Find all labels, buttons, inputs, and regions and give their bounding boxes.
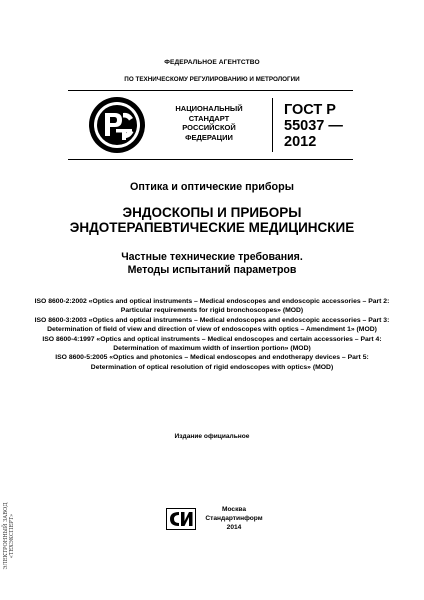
gost-number [284, 102, 364, 150]
iso-reference: ISO 8600-5:2005 «Optics and photonics – Medical endoscopes and endotherapy devices – Part 5: Determination of optical resolution of rigid endoscopes with optics» (MOD) [55, 354, 369, 371]
iso-reference: ISO 8600-2:2002 «Optics and optical instruments – Medical endoscopes and endoscopic accessories – Part 2: Particular requirements for rigid bronchoscopes» (MOD) [34, 298, 390, 315]
national-line: ФЕДЕРАЦИИ [185, 132, 233, 142]
national-line: СТАНДАРТ [188, 113, 230, 123]
document-topic: Оптика и оптические приборы [130, 181, 294, 193]
agency-subtitle: ПО ТЕХНИЧЕСКОМУ РЕГУЛИРОВАНИЮ И МЕТРОЛОГИИ [124, 76, 300, 83]
document-subtitle [0, 251, 424, 277]
header-bottom-rule [68, 159, 353, 160]
publisher-info [199, 506, 269, 532]
publisher-line: Москва [221, 506, 247, 513]
subtitle-line: Методы испытаний параметров [127, 264, 297, 276]
publisher-line: 2014 [226, 523, 242, 531]
edition-label: Издание официальное [174, 433, 250, 440]
gost-line: 2012 [284, 134, 317, 150]
subtitle-line: Частные технические требования. [121, 251, 303, 263]
rst-certification-logo-icon [88, 96, 146, 154]
agency-name: ФЕДЕРАЛЬНОЕ АГЕНТСТВО [164, 59, 260, 66]
national-line: НАЦИОНАЛЬНЫЙ [175, 104, 243, 113]
gost-line: ГОСТ Р [284, 102, 336, 118]
title-line: ЭНДОСКОПЫ И ПРИБОРЫ [122, 205, 302, 220]
iso-reference: ISO 8600-3:2003 «Optics and optical instruments – Medical endoscopes and endoscopic accessories – Part 3: Determination of field of view and direction of view of endoscopes with optics – Amendment 1» (MOD) [34, 316, 390, 334]
national-standard-label [153, 104, 265, 142]
gost-line: 55037 — [284, 118, 343, 134]
national-line: РОССИЙСКОЙ [182, 123, 236, 132]
header-top-rule [68, 90, 353, 91]
iso-references [32, 297, 392, 372]
publisher-line: Стандартинформ [205, 514, 263, 522]
document-title [0, 205, 424, 235]
side-watermark-text: ЭЛЕКТРОННЫЙ ЗАВОД «ТЕХЭКСПЕРТ» [3, 502, 15, 570]
vertical-divider [272, 98, 273, 152]
title-line: ЭНДОТЕРАПЕВТИЧЕСКИЕ МЕДИЦИНСКИЕ [69, 220, 355, 235]
iso-reference: ISO 8600-4:1997 «Optics and optical instruments – Medical endoscopes and certain accessories – Part 4: Determination of maximum width of insertion portion» (MOD) [42, 335, 382, 353]
standartinform-logo-icon [166, 508, 196, 530]
